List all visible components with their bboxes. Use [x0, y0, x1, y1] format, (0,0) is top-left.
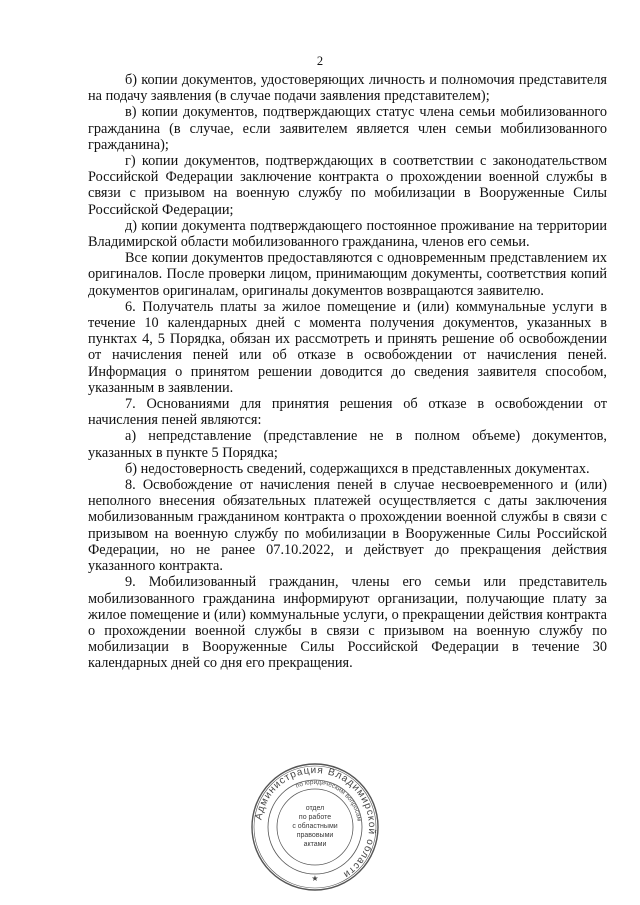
stamp-outer-text: Администрация Владимирской области — [253, 764, 378, 881]
stamp-star-icon: ★ — [311, 874, 319, 883]
stamp-inner-line: отдел — [305, 805, 325, 812]
paragraph-8: 8. Освобождение от начисления пеней в случае несвоевременного и (или) неполного внесения обязательных платежей осуществляется с даты заключения мобилизованным гражданином контракта о прохождении военной службы в связи с призывом на военную службу по мобилизации в Вооруженные Силы Российской Федерации, но не ранее 07.10.2022, и действует до прекращения действия указанного контракта. — [88, 477, 607, 575]
stamp-ring-text: по юридическим вопросам — [294, 778, 363, 822]
paragraph-item-d: д) копии документа подтверждающего постоянное проживание на территории Владимирской области мобилизованного гражданина, членов его семьи. — [88, 217, 607, 251]
document-body — [88, 72, 607, 672]
official-stamp — [250, 762, 380, 892]
stamp-inner-line: с областными — [292, 823, 338, 830]
paragraph-7b: б) недостоверность сведений, содержащихся в представленных документах. — [125, 460, 590, 477]
stamp-inner-line: актами — [303, 841, 327, 848]
stamp-inner-line: правовыми — [296, 832, 334, 839]
page-number: 2 — [316, 54, 324, 68]
stamp-inner-line: по работе — [298, 814, 332, 821]
paragraph-item-b: б) копии документов, удостоверяющих личность и полномочия представителя на подачу заявления (в случае подачи заявления представителем); — [88, 72, 607, 105]
paragraph-9: 9. Мобилизованный гражданин, члены его семьи или представитель мобилизованного гражданина информируют организации, получающие плату за жилое помещение и (или) коммунальные услуги, о прекращении действия контракта о прохождении военной службы в связи с призывом на военную службу по мобилизации в Вооруженные Силы Российской Федерации в течение 30 календарных дней со дня его прекращения. — [88, 574, 607, 672]
paragraph-item-g: г) копии документов, подтверждающих в соответствии с законодательством Российской Федерации заключение контракта о прохождении военной службы в связи с призывом на военную службу по мобилизации в Вооруженные Силы Российской Федерации; — [88, 153, 607, 218]
paragraph-6: 6. Получатель платы за жилое помещение и (или) коммунальные услуги в течение 10 календарных дней с момента получения документов, указанных в пунктах 4, 5 Порядка, обязан их рассмотреть и принять решение об освобождении от начисления пеней или об отказе в освобождении от начисления пеней. Информация о принятом решении доводится до сведения заявителя способом, указанным в заявлении. — [88, 298, 607, 396]
stamp-inner-text — [278, 804, 352, 849]
paragraph-item-v: в) копии документов, подтверждающих статус члена семьи мобилизованного гражданина (в случае, если заявителем является член семьи мобилизованного гражданина); — [88, 104, 607, 153]
paragraph-7: 7. Основаниями для принятия решения об отказе в освобождении от начисления пеней являются: — [88, 396, 607, 429]
paragraph-7a: а) непредставление (представление не в полном объеме) документов, указанных в пункте 5 Порядка; — [88, 428, 607, 461]
paragraph-copies: Все копии документов предоставляются с одновременным представлением их оригиналов. После проверки лицом, принимающим документы, соответствия копий документов оригиналам, оригиналы документов возвращаются заявителю. — [88, 250, 607, 299]
